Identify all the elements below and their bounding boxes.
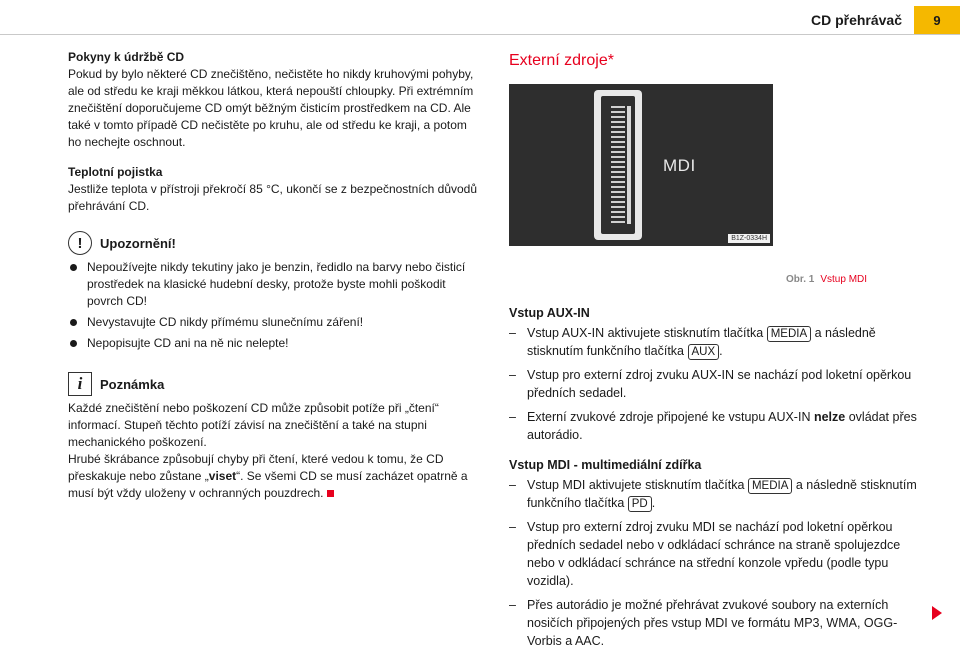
fuse-text: Jestliže teplota v přístroji překročí 85 °C, ukončí se z bezpečnostních důvodů přehrávání CD. <box>68 182 478 213</box>
mdi-list <box>509 476 924 650</box>
aux-item-text: . <box>719 344 723 358</box>
note-text-2b: “. Se všemi CD se musí zacházet opatrně a musí být vždy uloženy v ochranných pouzdrech. <box>68 469 468 500</box>
header-divider <box>0 34 960 35</box>
info-icon: i <box>68 372 92 396</box>
aux-item <box>509 408 924 444</box>
aux-key: AUX <box>688 344 720 360</box>
figure-caption-text: Vstup MDI <box>820 274 868 285</box>
aux-heading: Vstup AUX-IN <box>509 306 590 320</box>
care-text: Pokud by bylo některé CD znečištěno, nečistěte ho nikdy kruhovými pohyby, ale od středu ke kraji měkkou látkou, která nepouští chloupky. Při extrémním znečištění doporučujeme CD omýt běžným čisticím prostředkem na CD. Ale také v tomto případě CD nečistěte po kruhu, ale od středu ke kraji, a potom ho nechejte oschnout. <box>68 67 474 149</box>
note-header <box>68 372 480 396</box>
aux-list <box>509 324 924 444</box>
fuse-heading: Teplotní pojistka <box>68 165 163 179</box>
figure-caption <box>786 274 867 285</box>
connector-slot <box>601 96 635 234</box>
warning-item: Nepoužívejte nikdy tekutiny jako je benzin, ředidlo na barvy nebo čisticí prostředek na klasické hudební desky, protože byste mohli poškodit povrch CD! <box>68 259 480 310</box>
figure-label: MDI <box>663 156 696 175</box>
aux-item-text: Vstup AUX-IN aktivujete stisknutím tlačítka <box>527 326 764 340</box>
aux-item-text: a následně stisknutím funkčního tlačítka <box>527 326 876 358</box>
warning-title: Upozornění! <box>100 235 176 251</box>
media-key: MEDIA <box>767 326 811 342</box>
aux-item-text: Externí zvukové zdroje připojené ke vstupu AUX-IN <box>527 410 811 424</box>
page-number: 9 <box>914 6 960 34</box>
care-heading: Pokyny k údržbě CD <box>68 50 185 64</box>
connector-bar <box>627 106 631 224</box>
note-text-2-bold: viset <box>208 469 237 483</box>
warning-item: Nevystavujte CD nikdy přímému slunečnímu záření! <box>68 314 480 331</box>
aux-section <box>509 306 924 444</box>
note-text-1: Každé znečištění nebo poškození CD může způsobit potíže při „čtení“ informací. Stupeň těchto potíží závisí na znečištění a také na stupni mechanického poškození. <box>68 401 439 449</box>
mdi-item-text: a následně stisknutím funkčního tlačítka <box>527 478 917 510</box>
fuse-section <box>68 165 480 215</box>
connector-pins <box>611 106 625 224</box>
note-text-2a: Hrubé škrábance způsobují chyby při čtení, které vedou k tomu, že CD přeskakuje nebo zůstane „ <box>68 452 444 483</box>
aux-item <box>509 324 924 360</box>
care-section <box>68 50 480 151</box>
mdi-heading: Vstup MDI - multimediální zdířka <box>509 458 702 472</box>
pd-key: PD <box>628 496 652 512</box>
section-end-mark <box>327 490 334 497</box>
left-column <box>68 50 480 502</box>
warning-item: Nepopisujte CD ani na ně nic nelepte! <box>68 335 480 352</box>
mdi-connector-icon <box>594 90 642 240</box>
mdi-section <box>509 458 924 650</box>
note-box <box>68 372 480 502</box>
mdi-item: – Vstup pro externí zdroj zvuku MDI se nachází pod loketní opěrkou předních sedadel nebo v odkládací schránce na straně spolujezdce nebo v odkládací schránce na střední konzole vpředu (podle typu vozidla). <box>509 518 924 590</box>
aux-item: – Vstup pro externí zdroj zvuku AUX-IN se nachází pod loketní opěrkou předních sedadel. <box>509 366 924 402</box>
note-title: Poznámka <box>100 376 165 392</box>
figure-wrap <box>509 84 924 288</box>
warning-list <box>68 259 480 352</box>
mdi-figure <box>509 84 773 246</box>
figure-caption-prefix: Obr. 1 <box>786 274 815 285</box>
warning-header <box>68 231 480 255</box>
mdi-item <box>509 476 924 512</box>
mdi-item: – Přes autorádio je možné přehrávat zvukové soubory na externích nosičích připojených přes vstup MDI ve formátu MP3, WMA, OGG-Vorbis a AAC. <box>509 596 924 650</box>
note-text-2 <box>68 451 480 502</box>
running-header-title: CD přehrávač <box>810 12 902 28</box>
next-page-arrow-icon <box>932 606 942 620</box>
warning-icon: ! <box>68 231 92 255</box>
aux-item-bold: nelze <box>813 410 846 424</box>
media-key: MEDIA <box>748 478 792 494</box>
figure-code: B1Z-0334H <box>728 234 770 243</box>
aux-item-text: ovládat přes autorádio. <box>527 410 917 442</box>
warning-box <box>68 231 480 352</box>
right-column <box>509 52 924 656</box>
section-title: Externí zdroje* <box>509 52 614 69</box>
mdi-item-text: . <box>651 496 656 510</box>
mdi-item-text: Vstup MDI aktivujete stisknutím tlačítka <box>527 478 745 492</box>
